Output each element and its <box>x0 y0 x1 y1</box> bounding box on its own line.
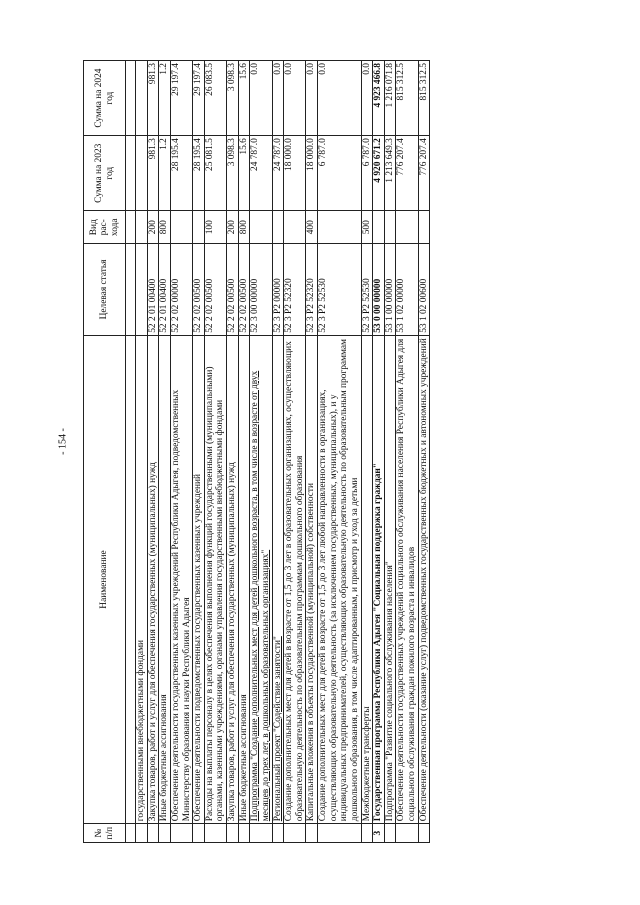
row-sum-2024: 0.0 <box>306 61 318 136</box>
row-code: 52 2 02 00500 <box>227 244 239 336</box>
row-expense-type: 200 <box>147 211 159 244</box>
table-row <box>306 61 318 843</box>
row-code: 52 3 P2 52530 <box>361 244 373 336</box>
row-sum-2023: 15.6 <box>238 136 250 211</box>
row-expense-type <box>136 211 148 244</box>
row-expense-type <box>396 211 418 244</box>
row-number <box>227 824 239 843</box>
table-index-row <box>126 61 136 843</box>
row-name: Иные бюджетные ассигнования <box>238 335 250 823</box>
row-expense-type: 100 <box>204 211 226 244</box>
row-name: Капитальные вложения в объекты государственной (муниципальной) собственности <box>306 335 318 823</box>
row-number <box>272 824 284 843</box>
row-name: Создание дополнительных мест для детей в возрасте от 1,5 до 3 лет в образовательных организациях, осуществляющих образовательную деятельность по образовательным программам дошкольного образования <box>284 335 306 823</box>
table-row <box>204 61 226 843</box>
row-sum-2023: 25 081.5 <box>204 136 226 211</box>
row-number <box>147 824 159 843</box>
table-row <box>384 61 396 843</box>
row-number <box>384 824 396 843</box>
row-expense-type <box>284 211 306 244</box>
row-number <box>361 824 373 843</box>
row-sum-2024: 26 083.5 <box>204 61 226 136</box>
row-code: 53 1 02 00000 <box>396 244 418 336</box>
row-sum-2024: 0.0 <box>250 61 272 136</box>
row-expense-type <box>373 211 385 244</box>
row-sum-2024: 4 923 466.8 <box>373 61 385 136</box>
row-number: 3 <box>373 824 385 843</box>
row-sum-2024: 0.0 <box>318 61 362 136</box>
row-sum-2023: 3 098.3 <box>227 136 239 211</box>
row-code: 52 3 P2 52320 <box>284 244 306 336</box>
row-sum-2023: 24 787.0 <box>272 136 284 211</box>
table-row <box>284 61 306 843</box>
row-code: 52 2 02 00500 <box>193 244 205 336</box>
row-code: 52 2 02 00000 <box>170 244 192 336</box>
row-expense-type: 200 <box>227 211 239 244</box>
row-expense-type <box>193 211 205 244</box>
table-row <box>193 61 205 843</box>
table-row <box>227 61 239 843</box>
row-code: 53 0 00 00000 <box>373 244 385 336</box>
row-sum-2024: 815 312.5 <box>418 61 430 136</box>
row-sum-2023: 1.2 <box>159 136 171 211</box>
row-expense-type <box>384 211 396 244</box>
row-sum-2024: 29 197.4 <box>170 61 192 136</box>
row-sum-2023 <box>136 136 148 211</box>
row-code: 53 1 00 00000 <box>384 244 396 336</box>
row-code: 52 2 02 00500 <box>204 244 226 336</box>
row-name: Региональный проект "Содействие занятости" <box>272 335 284 823</box>
row-number <box>159 824 171 843</box>
row-number <box>318 824 362 843</box>
row-expense-type: 800 <box>159 211 171 244</box>
row-code: 52 3 P2 00000 <box>272 244 284 336</box>
row-code: 52 3 00 00000 <box>250 244 272 336</box>
row-expense-type <box>272 211 284 244</box>
row-sum-2023: 1 213 649.3 <box>384 136 396 211</box>
row-sum-2024: 981.3 <box>147 61 159 136</box>
row-name: Обеспечение деятельности государственных учреждений социального обслуживания населения Республики Адыгея для социального обслуживания граждан пожилого возраста и инвалидов <box>396 335 418 823</box>
row-sum-2024: 1.2 <box>159 61 171 136</box>
header-code: Целевая статья <box>84 244 126 336</box>
row-sum-2023: 981.3 <box>147 136 159 211</box>
header-number: № п/п <box>84 824 126 843</box>
header-expense-type: Вид рас- хода <box>84 211 126 244</box>
row-number <box>193 824 205 843</box>
table-row <box>170 61 192 843</box>
row-name: государственными внебюджетными фондами <box>136 335 148 823</box>
row-sum-2023: 776 207.4 <box>418 136 430 211</box>
row-sum-2023: 6 787.0 <box>318 136 362 211</box>
rotated-page <box>83 60 535 843</box>
row-code: 52 3 P2 52320 <box>306 244 318 336</box>
row-sum-2023: 4 920 671.2 <box>373 136 385 211</box>
row-code: 52 3 P2 52530 <box>318 244 362 336</box>
row-sum-2024: 815 312.5 <box>396 61 418 136</box>
row-sum-2023: 24 787.0 <box>250 136 272 211</box>
table-body <box>136 61 430 843</box>
row-code: 53 1 02 00600 <box>418 244 430 336</box>
row-sum-2024: 1 216 071.8 <box>384 61 396 136</box>
row-name: Подпрограмма "Развитие социального обслуживания населения" <box>384 335 396 823</box>
row-expense-type: 500 <box>361 211 373 244</box>
row-name: Межбюджетные трансферты <box>361 335 373 823</box>
row-sum-2024: 15.6 <box>238 61 250 136</box>
row-sum-2023: 18 000.0 <box>284 136 306 211</box>
table-row <box>373 61 385 843</box>
row-code: 52 2 01 00400 <box>147 244 159 336</box>
table-row <box>272 61 284 843</box>
page-number: - 154 - <box>57 428 69 455</box>
row-name: Подпрограмма "Создание дополнительных мест для детей дошкольного возраста, в том числе в возрасте от двух месяцев до трех лет, в дошкольных образовательных организациях" <box>250 335 272 823</box>
row-name: Обеспечение деятельности подведомственных государственных казенных учреждений <box>193 335 205 823</box>
row-name: Закупка товаров, работ и услуг для обеспечения государственных (муниципальных) нужд <box>227 335 239 823</box>
row-number <box>136 824 148 843</box>
row-number <box>250 824 272 843</box>
row-sum-2023: 28 195.4 <box>193 136 205 211</box>
row-sum-2023: 6 787.0 <box>361 136 373 211</box>
header-sum-2024: Сумма на 2024 год <box>84 61 126 136</box>
row-number <box>204 824 226 843</box>
table-row <box>238 61 250 843</box>
row-sum-2024: 0.0 <box>272 61 284 136</box>
row-name: Расходы на выплаты персоналу в целях обеспечения выполнения функций государственными (муниципальными) органами, казенными учреждениями, органами управления государственными внебюджетными фондами <box>204 335 226 823</box>
table-row <box>147 61 159 843</box>
row-sum-2024 <box>136 61 148 136</box>
header-sum-2023: Сумма на 2023 год <box>84 136 126 211</box>
row-name: Создание дополнительных мест для детей в возрасте от 1,5 до 3 лет любой направленности в организациях, осуществляющих образовательную деятельность (за исключением государственных, муниципальных), и у индивидуальных предпринимателей, осуществляющих образовательную деятельность по образовательным программам дошкольного образования, в том числе адаптированным, и присмотр и уход за детьми <box>318 335 362 823</box>
row-sum-2023: 28 195.4 <box>170 136 192 211</box>
row-sum-2023: 18 000.0 <box>306 136 318 211</box>
table-header-row <box>84 61 126 843</box>
row-expense-type: 800 <box>238 211 250 244</box>
row-number <box>238 824 250 843</box>
row-expense-type <box>250 211 272 244</box>
row-sum-2023: 776 207.4 <box>396 136 418 211</box>
row-sum-2024: 29 197.4 <box>193 61 205 136</box>
table-row <box>318 61 362 843</box>
row-code: 52 2 02 00500 <box>238 244 250 336</box>
row-name: Обеспечение деятельности (оказание услуг) подведомственных государственных бюджетных и автономных учреждений <box>418 335 430 823</box>
budget-table <box>83 60 430 843</box>
row-sum-2024: 0.0 <box>361 61 373 136</box>
table-row <box>159 61 171 843</box>
row-name: Государственная программа Республики Адыгея "Социальная поддержка граждан" <box>373 335 385 823</box>
row-number <box>396 824 418 843</box>
table-row <box>250 61 272 843</box>
row-sum-2024: 3 098.3 <box>227 61 239 136</box>
row-expense-type <box>418 211 430 244</box>
table-row <box>136 61 148 843</box>
row-number <box>306 824 318 843</box>
row-expense-type: 400 <box>306 211 318 244</box>
row-code: 52 2 01 00400 <box>159 244 171 336</box>
row-expense-type <box>318 211 362 244</box>
row-expense-type <box>170 211 192 244</box>
table-row <box>418 61 430 843</box>
table-row <box>396 61 418 843</box>
table-row <box>361 61 373 843</box>
row-name: Закупка товаров, работ и услуг для обеспечения государственных (муниципальных) нужд <box>147 335 159 823</box>
row-name: Иные бюджетные ассигнования <box>159 335 171 823</box>
header-name: Наименование <box>84 335 126 823</box>
row-sum-2024: 0.0 <box>284 61 306 136</box>
row-name: Обеспечение деятельности государственных казенных учреждений Республики Адыгея, подведомственных Министерству образования и науки Республики Адыгея <box>170 335 192 823</box>
row-code <box>136 244 148 336</box>
row-number <box>284 824 306 843</box>
row-number <box>418 824 430 843</box>
row-number <box>170 824 192 843</box>
